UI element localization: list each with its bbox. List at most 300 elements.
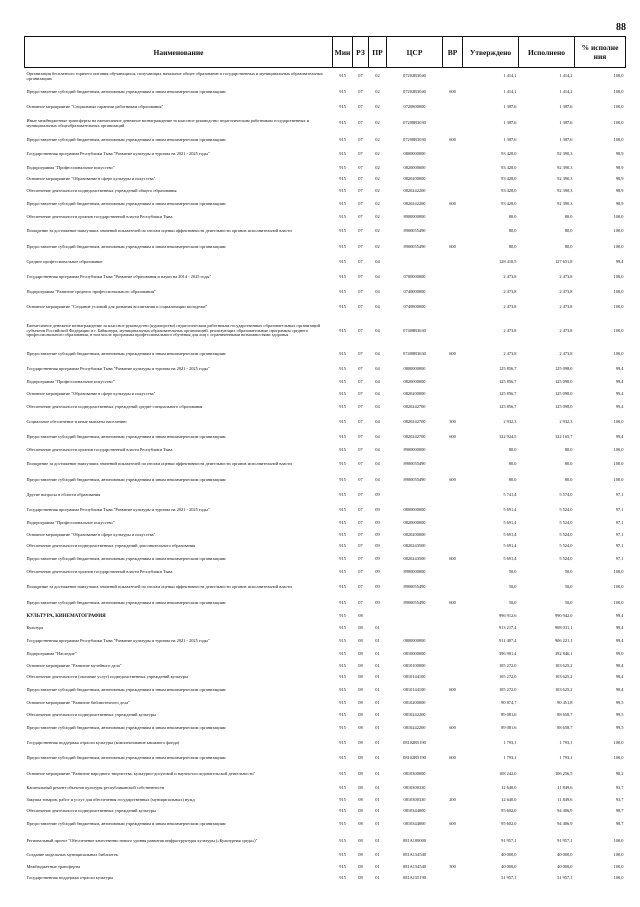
row-csr-cell: 0800000000	[403, 507, 426, 513]
row-pr-cell: 09	[375, 600, 380, 606]
row-csr-cell: 0810100000	[403, 662, 426, 668]
row-csr-cell: 07208R3030	[403, 136, 426, 142]
row-pr-cell: 02	[375, 136, 380, 142]
row-vr-cell	[443, 300, 463, 315]
row-csr-cell: 07408R3630	[403, 351, 426, 357]
row-min-cell: 915	[339, 600, 346, 606]
row-vr-cell	[443, 710, 463, 722]
row-approved-cell: 93 428,0	[501, 176, 517, 182]
row-pr-cell: 01	[375, 770, 380, 776]
row-executed-cell: 5 524,0	[559, 556, 573, 562]
row-vr-cell	[443, 285, 463, 300]
row-rz-cell: 07	[358, 120, 363, 126]
row-min-cell: 915	[339, 770, 346, 776]
row-vr-cell	[443, 806, 463, 818]
table-row	[25, 832, 626, 850]
header-min: Мин	[333, 37, 353, 68]
table-row	[25, 100, 626, 115]
row-pr-cell: 09	[375, 531, 380, 537]
row-vr-cell: 600	[449, 351, 456, 357]
row-csr-cell: 081A155190	[403, 875, 426, 881]
row-min-cell: 915	[339, 520, 346, 526]
row-vr-cell: 600	[449, 200, 456, 206]
row-min-cell: 915	[339, 821, 346, 827]
row-approved-cell: 128 410,5	[498, 259, 517, 265]
row-executed-cell: 125 098,0	[554, 404, 573, 410]
row-pr-cell: 02	[375, 164, 380, 170]
row-executed-cell: 5 524,0	[559, 543, 573, 549]
row-approved-cell: 80,0	[508, 244, 517, 250]
table-row	[25, 430, 626, 445]
row-min-cell: 915	[339, 837, 346, 843]
row-pr-cell: 04	[375, 366, 380, 372]
row-percent-cell: 99,4	[615, 613, 624, 619]
row-pr-cell: 01	[375, 754, 380, 760]
row-pr-cell: 02	[375, 89, 380, 95]
row-csr-cell: 8900055490	[403, 583, 426, 589]
row-approved-cell: 396 901,4	[498, 651, 517, 657]
row-rz-cell: 08	[358, 875, 363, 881]
row-pr-cell: 09	[375, 520, 380, 526]
row-vr-cell	[443, 362, 463, 377]
row-vr-cell	[443, 698, 463, 710]
row-vr-cell	[443, 634, 463, 649]
row-vr-cell	[443, 672, 463, 684]
row-csr-cell: 0740800000	[403, 303, 426, 309]
table-row	[25, 314, 626, 347]
row-executed-cell: 1 414,2	[559, 89, 573, 95]
row-rz-cell: 07	[358, 433, 363, 439]
row-csr-cell: 0820200000	[403, 176, 426, 182]
row-rz-cell: 07	[358, 583, 363, 589]
row-executed-cell: 50,0	[564, 569, 573, 575]
row-rz-cell: 08	[358, 808, 363, 814]
row-rz-cell: 07	[358, 404, 363, 410]
row-executed-cell: 2 473,8	[559, 288, 573, 294]
row-approved-cell: 105 272,0	[498, 662, 517, 668]
row-approved-cell: 122 924,5	[498, 433, 517, 439]
row-approved-cell: 5 691,4	[503, 531, 517, 537]
table-row	[25, 377, 626, 389]
row-vr-cell	[443, 270, 463, 285]
row-name-cell: Межбюджетные трансферты	[26, 863, 81, 869]
row-rz-cell: 07	[358, 418, 363, 424]
row-name-cell: Государственная программа Республики Тыва "Развитие культуры и туризма на 2021 - 2025 годы"	[26, 507, 210, 513]
row-percent-cell: 100,0	[613, 418, 624, 424]
row-percent-cell: 100,0	[613, 136, 624, 142]
row-vr-cell	[443, 174, 463, 186]
table-row	[25, 389, 626, 401]
row-pr-cell: 04	[375, 418, 380, 424]
row-csr-cell: 0820200000	[403, 531, 426, 537]
row-csr-cell: 0820242700	[403, 404, 426, 410]
row-vr-cell	[443, 873, 463, 885]
table-row	[25, 622, 626, 634]
row-approved-cell: 911 407,4	[499, 637, 517, 643]
row-min-cell: 915	[339, 863, 346, 869]
row-min-cell: 915	[339, 136, 346, 142]
row-csr-cell: 0800000000	[403, 366, 426, 372]
row-percent-cell: 100,0	[613, 875, 624, 881]
row-executed-cell: 127 651,8	[554, 259, 573, 265]
row-approved-cell: 108 242,0	[498, 770, 517, 776]
table-row	[25, 783, 626, 795]
table-row	[25, 197, 626, 212]
row-name-cell: Подпрограмма "Наследие"	[26, 651, 77, 657]
row-vr-cell: 600	[449, 477, 456, 483]
row-approved-cell: 12 640,0	[501, 785, 517, 791]
row-executed-cell: 92 390,3	[557, 151, 573, 157]
row-min-cell: 915	[339, 351, 346, 357]
row-min-cell: 915	[339, 104, 346, 110]
row-vr-cell	[443, 649, 463, 661]
row-csr-cell: 0720800000	[403, 104, 426, 110]
row-name-cell: Социальное обеспечение и иные выплаты населению	[26, 418, 127, 424]
row-min-cell: 915	[339, 711, 346, 717]
header-percent: % исполне ния	[575, 37, 626, 68]
row-percent-cell: 99,5	[615, 725, 624, 730]
row-rz-cell: 07	[358, 477, 363, 483]
table-row	[25, 86, 626, 101]
row-csr-cell: 8900055490	[403, 461, 426, 467]
row-csr-cell: 0810344000	[403, 808, 426, 814]
row-min-cell: 915	[339, 662, 346, 668]
row-executed-cell: 51 957,1	[557, 875, 573, 881]
row-name-cell: Государственная программа Республики Тыва "Развитие культуры и туризма на 2021 - 2025 годы"	[26, 366, 210, 372]
row-min-cell: 915	[339, 674, 346, 680]
row-approved-cell: 105 272,0	[498, 687, 517, 693]
row-csr-cell: 0820242200	[403, 200, 426, 206]
row-min-cell: 915	[339, 176, 346, 182]
row-min-cell: 915	[339, 754, 346, 760]
row-min-cell: 915	[339, 624, 346, 630]
row-csr-cell: 08102R5190	[403, 754, 426, 760]
row-approved-cell: 5 691,4	[503, 507, 517, 513]
row-approved-cell: 89 081,6	[501, 711, 517, 717]
row-csr-cell: 07408R3630	[403, 327, 426, 333]
row-pr-cell: 01	[375, 637, 380, 643]
row-executed-cell: 1 414,2	[559, 73, 573, 79]
row-percent-cell: 100,0	[613, 303, 624, 309]
row-pr-cell: 04	[375, 303, 380, 309]
header-csr: ЦСР	[387, 37, 443, 68]
row-percent-cell: 100,0	[613, 461, 624, 467]
table-row	[25, 698, 626, 710]
row-csr-cell	[387, 611, 443, 623]
row-pr-cell: 01	[375, 808, 380, 814]
table-row	[25, 400, 626, 415]
row-approved-cell: 93 428,0	[501, 200, 517, 206]
row-percent-cell: 99,4	[615, 433, 624, 439]
row-min-cell: 915	[339, 404, 346, 410]
row-rz-cell: 07	[358, 187, 363, 193]
row-rz-cell: 08	[358, 852, 363, 858]
row-vr-cell	[443, 541, 463, 553]
row-name-cell: Предоставление субсидий бюджетным, автономным учреждениям и иным некоммерческим организациям	[26, 244, 226, 250]
row-approved-cell: 12 640,0	[501, 796, 517, 802]
row-pr-cell: 04	[375, 433, 380, 439]
row-rz-cell: 07	[358, 461, 363, 467]
table-row	[25, 579, 626, 597]
row-executed-cell: 2 932,3	[559, 418, 573, 424]
row-approved-cell: 80,0	[508, 228, 517, 234]
row-min-cell: 915	[339, 164, 346, 170]
row-pr-cell: 09	[375, 569, 380, 575]
row-percent-cell: 100,0	[613, 89, 624, 95]
row-percent-cell: 100,0	[613, 213, 624, 219]
row-percent-cell: 98,4	[615, 662, 624, 668]
row-name-cell: Обеспечение деятельности подведомственных учреждений общего образования	[26, 187, 177, 193]
row-executed-cell: 392 846,1	[554, 651, 573, 657]
row-executed-cell: 2 473,8	[559, 327, 573, 333]
row-csr-cell: 07202R3040	[403, 89, 426, 95]
row-name-cell: Основное мероприятие "Социальные гарантии работникам образования"	[26, 104, 164, 110]
row-vr-cell: 200	[449, 796, 456, 802]
table-row	[25, 721, 626, 736]
row-rz-cell: 08	[358, 662, 363, 668]
row-pr-cell: 01	[375, 837, 380, 843]
row-pr-cell: 04	[375, 379, 380, 385]
table-row	[25, 710, 626, 722]
row-rz-cell: 07	[358, 259, 363, 265]
row-min-cell: 915	[339, 259, 346, 265]
row-pr-cell: 01	[375, 796, 380, 802]
row-name-cell: Подпрограмма "Профессиональное искусство"	[26, 379, 115, 385]
row-executed-cell: 125 098,0	[554, 379, 573, 385]
row-approved-cell: 90 874,7	[501, 700, 517, 706]
row-approved-cell: 50,0	[508, 569, 517, 575]
row-min-cell: 915	[339, 244, 346, 250]
row-approved-cell: 95 602,0	[501, 808, 517, 814]
row-pr-cell: 02	[375, 187, 380, 193]
row-rz-cell: 07	[358, 104, 363, 110]
row-executed-cell: 80,0	[564, 461, 573, 467]
row-percent-cell: 99,0	[615, 651, 624, 657]
row-approved-cell: 40 000,0	[501, 852, 517, 858]
row-csr-cell: 081A154540	[403, 852, 426, 858]
row-pr-cell: 09	[375, 492, 380, 498]
row-pr-cell: 02	[375, 244, 380, 250]
row-rz-cell: 07	[358, 89, 363, 95]
row-min-cell: 915	[339, 700, 346, 706]
row-approved-cell: 89 081,6	[501, 725, 517, 730]
row-vr-cell	[443, 736, 463, 751]
table-row	[25, 211, 626, 223]
row-rz-cell: 08	[358, 711, 363, 717]
row-rz-cell: 08	[358, 837, 363, 843]
row-csr-cell: 0810242200	[403, 725, 426, 730]
row-rz-cell: 07	[358, 507, 363, 513]
row-percent-cell: 100,0	[613, 477, 624, 483]
row-executed-cell: 103 625,2	[554, 687, 573, 693]
row-vr-cell: 600	[449, 754, 456, 760]
row-name-cell: Подпрограмма "Развитие среднего профессионального образования"	[26, 288, 156, 294]
row-percent-cell: 98,7	[615, 808, 624, 814]
row-executed-cell: 90 451,8	[557, 700, 573, 706]
table-row	[25, 529, 626, 541]
row-min-cell: 915	[339, 739, 346, 745]
row-csr-cell: 0820242700	[403, 418, 426, 424]
row-name-cell: Региональный проект "Обеспечение качественно нового уровня развития инфраструктуры культуры («Культурная среда»)"	[26, 837, 258, 843]
row-name-cell: Обеспечение деятельности органов государственной власти Республики Тыва	[26, 446, 173, 452]
table-row	[25, 473, 626, 488]
row-vr-cell: 600	[449, 821, 456, 827]
row-vr-cell	[443, 223, 463, 241]
table-row	[25, 300, 626, 315]
row-executed-cell: 1 387,6	[559, 136, 573, 142]
row-approved-cell: 40 000,0	[501, 863, 517, 869]
row-name-cell: Капитальный ремонт объектов культуры республиканской собственности	[26, 785, 165, 791]
row-rz-cell: 08	[358, 651, 363, 657]
row-rz-cell: 07	[358, 228, 363, 234]
row-approved-cell: 2 473,8	[503, 274, 517, 280]
row-pr-cell: 01	[375, 785, 380, 791]
row-csr-cell: 0800000000	[403, 637, 426, 643]
row-csr-cell: 0820000000	[403, 379, 426, 385]
row-name-cell: Организация бесплатного горячего питания обучающихся, получающих начальное общее образование в государственных и муниципальных образовательных организациях	[26, 70, 323, 81]
row-executed-cell: 50,0	[564, 583, 573, 589]
row-csr-cell	[387, 622, 443, 634]
row-vr-cell: 600	[449, 244, 456, 250]
row-approved-cell: 93 428,0	[501, 164, 517, 170]
row-approved-cell: 1 793,1	[503, 754, 517, 760]
row-vr-cell: 600	[449, 136, 456, 142]
row-rz-cell: 07	[358, 244, 363, 250]
row-executed-cell: 122 165,7	[554, 433, 573, 439]
row-rz-cell: 08	[358, 785, 363, 791]
row-approved-cell: 1 414,1	[503, 89, 517, 95]
row-vr-cell: 600	[449, 725, 456, 730]
row-percent-cell: 98,7	[615, 821, 624, 827]
row-csr-cell: 0810300330	[403, 796, 426, 802]
table-row	[25, 873, 626, 885]
row-csr-cell: 0820000000	[403, 520, 426, 526]
table-row	[25, 347, 626, 362]
table-row	[25, 518, 626, 530]
row-percent-cell: 98,4	[615, 674, 624, 680]
row-percent-cell: 100,0	[613, 852, 624, 858]
row-percent-cell: 100,0	[613, 351, 624, 357]
row-pr-cell: 09	[375, 543, 380, 549]
row-approved-cell: 1 793,1	[503, 739, 517, 745]
row-csr-cell: 0810300330	[403, 785, 426, 791]
row-executed-cell: 80,0	[564, 213, 573, 219]
header-pr: ПР	[369, 37, 387, 68]
row-name-cell: Поощрение за достижение наилучших значений показателей по итогам оценки эффективности деятельности органов исполнительной власти	[26, 461, 292, 467]
row-executed-cell: 906 221,1	[554, 637, 573, 643]
row-percent-cell: 100,0	[613, 244, 624, 250]
row-vr-cell	[443, 389, 463, 401]
table-row	[25, 362, 626, 377]
row-name-cell: Государственная программа Республики Тыва "Развитие культуры и туризма на 2021 - 2025 годы"	[26, 151, 210, 157]
row-executed-cell: 80,0	[564, 477, 573, 483]
row-min-cell: 915	[339, 531, 346, 537]
row-min-cell: 915	[339, 507, 346, 513]
row-min-cell: 915	[339, 390, 346, 396]
row-percent-cell: 98,4	[615, 687, 624, 693]
row-vr-cell	[443, 147, 463, 162]
row-percent-cell: 99,4	[615, 390, 624, 396]
row-name-cell: Предоставление субсидий бюджетным, автономным учреждениям и иным некоммерческим организациям	[26, 687, 226, 693]
row-min-cell: 915	[339, 120, 346, 126]
row-csr-cell: 07208R3030	[403, 120, 426, 126]
row-csr-cell: 8900055490	[403, 228, 426, 234]
row-csr-cell: 0810242200	[403, 711, 426, 717]
table-row	[25, 806, 626, 818]
table-row	[25, 185, 626, 197]
row-approved-cell: 5 691,4	[503, 543, 517, 549]
row-rz-cell: 08	[358, 821, 363, 827]
row-executed-cell: 106 256,5	[554, 770, 573, 776]
row-min-cell: 915	[339, 228, 346, 234]
row-approved-cell: 125 856,7	[498, 390, 517, 396]
row-pr-cell: 02	[375, 73, 380, 79]
row-min-cell: 915	[339, 200, 346, 206]
row-executed-cell: 5 524,0	[559, 507, 573, 513]
row-name-cell: Ежемесячное денежное вознаграждение за классное руководство (кураторство) педагогическим работникам государственных образовательных организаций субъектов Российской Федерации и г. Байконура, муниципальных образовательных организаций, реализующих образовательные программы среднего профессионального образования, в том числе программы профессионального обучения для лиц с ограниченными возможностями здоровья	[26, 322, 320, 338]
row-pr-cell	[369, 611, 387, 623]
row-percent-cell: 99,5	[615, 711, 624, 717]
row-vr-cell	[443, 100, 463, 115]
row-pr-cell: 01	[375, 852, 380, 858]
table-row	[25, 552, 626, 567]
row-pr-cell: 04	[375, 404, 380, 410]
row-vr-cell	[443, 314, 463, 347]
row-approved-cell: 125 856,7	[498, 366, 517, 372]
row-vr-cell	[443, 456, 463, 474]
row-name-cell: Предоставление субсидий бюджетным, автономным учреждениям и иным некоммерческим организациям	[26, 821, 226, 827]
row-executed-cell: 908 031,1	[554, 624, 573, 630]
row-executed-cell: 92 390,3	[557, 176, 573, 182]
row-percent-cell: 97,1	[615, 556, 624, 562]
table-row	[25, 503, 626, 518]
row-executed-cell: 1 793,1	[559, 739, 573, 745]
table-row	[25, 240, 626, 255]
table-row	[25, 115, 626, 133]
row-pr-cell: 02	[375, 200, 380, 206]
row-executed-cell: 103 625,2	[554, 674, 573, 680]
row-csr-cell: 8900055490	[403, 477, 426, 483]
row-name-cell: Предоставление субсидий бюджетным, автономным учреждениям и иным некоммерческим организациям	[26, 477, 226, 483]
row-pr-cell: 04	[375, 274, 380, 280]
row-rz-cell: 07	[358, 531, 363, 537]
row-min-cell: 915	[339, 433, 346, 439]
row-min-cell: 915	[339, 613, 346, 619]
row-percent-cell: 99,4	[615, 637, 624, 643]
row-rz-cell: 08	[358, 674, 363, 680]
row-vr-cell	[443, 115, 463, 133]
row-min-cell: 915	[339, 687, 346, 693]
row-min-cell: 915	[339, 785, 346, 791]
row-rz-cell: 08	[358, 754, 363, 760]
row-rz-cell: 08	[358, 863, 363, 869]
row-name-cell: Основное мероприятие "Образование в сфере культуры и искусства"	[26, 176, 156, 182]
table-row	[25, 660, 626, 672]
table-row	[25, 133, 626, 148]
row-name-cell: Иные межбюджетные трансферты на ежемесячное денежное вознаграждение за классное руководство педагогическим работникам государственных и муниципальных общеобразовательных организаций	[26, 118, 310, 128]
row-executed-cell: 2 473,8	[559, 351, 573, 357]
row-name-cell: Основное мероприятие "Развитие народного творчества, культурно-досуговой и научно-исследовательской деятельности"	[26, 770, 256, 776]
row-name-cell: Обеспечение деятельности органов государственной власти Республики Тыва	[26, 569, 173, 575]
row-percent-cell: 100,0	[613, 600, 624, 606]
row-percent-cell: 97,1	[615, 531, 624, 537]
row-percent-cell: 100,0	[613, 73, 624, 79]
row-min-cell: 915	[339, 327, 346, 333]
row-rz-cell: 07	[358, 492, 363, 498]
table-row	[25, 672, 626, 684]
row-pr-cell: 04	[375, 288, 380, 294]
row-approved-cell: 91 957,1	[501, 837, 517, 843]
